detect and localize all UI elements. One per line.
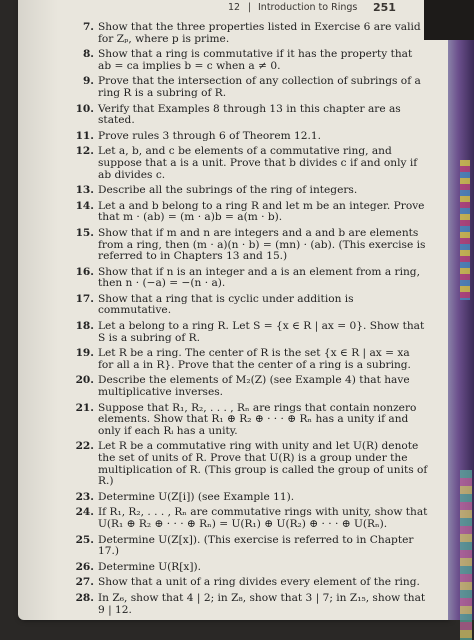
- running-title: Introduction to Rings: [258, 2, 358, 13]
- exercise-number: 22.: [75, 440, 94, 453]
- exercise-item: [75, 145, 428, 181]
- exercise-item: [75, 401, 428, 438]
- exercise-item: [82, 21, 428, 45]
- next-page-edge: [448, 40, 474, 620]
- book-page: [18, 0, 448, 620]
- exercise-text: Show that a unit of a ring divides every element of the ring.: [98, 576, 420, 589]
- exercise-text: Prove that the intersection of any collection of subrings of a ring R is a subring of R.: [98, 75, 421, 99]
- exercise-item: [82, 75, 428, 99]
- exercise-text: Determine U(Z[x]). (This exercise is referred to in Chapter 17.): [98, 533, 414, 558]
- gutter-shadow: [18, 0, 58, 620]
- exercise-item: [75, 576, 428, 589]
- exercise-item: [75, 226, 428, 263]
- exercise-item: [75, 265, 428, 290]
- exercise-number: 17.: [75, 292, 94, 305]
- exercise-number: 26.: [75, 560, 94, 573]
- exercise-text: Determine U(Z[i]) (see Example 11).: [98, 490, 295, 503]
- exercise-text: Determine U(R[x]).: [98, 560, 202, 573]
- exercise-text: Let a, b, and c be elements of a commutative ring, and suppose that a is a unit. Prove that b divides c if and only if ab divides c.: [98, 145, 418, 181]
- exercise-text: Let a belong to a ring R. Let S = {x ∈ R | ax = 0}. Show that S is a subring of R.: [98, 320, 425, 344]
- exercise-text: Let R be a commutative ring with unity and let U(R) denote the set of units of R. Prove that U(R) is a group under the multiplication of R. (This group is called the group of units of R.): [98, 440, 428, 488]
- exercise-item: [75, 533, 428, 558]
- exercise-text: Verify that Examples 8 through 13 in this chapter are as stated.: [98, 102, 401, 127]
- colored-edge-strip: [460, 160, 470, 300]
- exercise-item: [75, 292, 428, 317]
- exercise-item: [75, 506, 428, 530]
- exercise-item: [75, 560, 428, 574]
- exercise-number: 20.: [75, 374, 94, 387]
- exercise-item: [75, 184, 428, 197]
- exercise-text: Let a and b belong to a ring R and let m be an integer. Prove that m · (ab) = (m · a)b = a(m · b).: [98, 199, 425, 224]
- exercise-number: 7.: [82, 21, 94, 33]
- exercise-list: [75, 21, 428, 620]
- exercise-item: [75, 102, 428, 127]
- exercise-number: 21.: [75, 401, 94, 414]
- colored-edge-strip: [460, 470, 472, 640]
- exercise-number: 23.: [75, 490, 94, 503]
- exercise-item: [75, 490, 428, 504]
- exercise-number: 24.: [75, 506, 94, 519]
- running-header: [228, 2, 448, 16]
- exercise-number: 18.: [75, 320, 94, 333]
- exercise-number: 25.: [75, 533, 94, 546]
- exercise-text: Prove rules 3 through 6 of Theorem 12.1.: [98, 129, 321, 142]
- exercise-text: If R₁, R₂, . . . , Rₙ are commutative rings with unity, show that U(R₁ ⊕ R₂ ⊕ · · · ⊕ Rₙ) = U(R₁) ⊕ U(R₂) ⊕ · · · ⊕ U(Rₙ).: [98, 506, 428, 530]
- exercise-text: Let R be a ring. The center of R is the set {x ∈ R | ax = xa for all a in R}. Prove that the center of a ring is a subring.: [98, 347, 411, 371]
- exercise-item: [75, 374, 428, 399]
- exercise-item: [75, 591, 428, 616]
- exercise-number: 27.: [75, 576, 94, 589]
- exercise-text: Show that the three properties listed in Exercise 6 are valid for Zₚ, where p is prime.: [98, 21, 421, 45]
- exercise-text: Describe the elements of M₂(Z) (see Example 4) that have multiplicative inverses.: [98, 374, 410, 399]
- exercise-number: 14.: [75, 199, 94, 212]
- exercise-number: 13.: [75, 184, 94, 197]
- exercise-text: Show that if n is an integer and a is an element from a ring, then n · (−a) = −(n · a).: [98, 265, 420, 290]
- exercise-number: 12.: [75, 145, 94, 158]
- exercise-item: [75, 347, 428, 371]
- exercise-text: Describe all the subrings of the ring of integers.: [98, 184, 358, 197]
- exercise-item: [75, 440, 428, 488]
- exercise-item: [75, 129, 428, 143]
- page-number: 251: [373, 1, 396, 14]
- header-separator: |: [248, 2, 252, 13]
- chapter-number: 12: [228, 2, 241, 13]
- exercise-number: 15.: [75, 226, 94, 239]
- exercise-number: 16.: [75, 265, 94, 278]
- exercise-text: Show that a ring is commutative if it has the property that ab = ca implies b = c when a ≠ 0.: [98, 48, 413, 72]
- exercise-text: Show that if m and n are integers and a and b are elements from a ring, then (m · a)(n · b) = (mn) · (ab). (This exercise is referred to in Chapters 13 and 15.): [98, 226, 426, 263]
- exercise-number: 10.: [75, 102, 94, 115]
- exercise-item: [75, 199, 428, 224]
- exercise-text: Suppose that R₁, R₂, . . . , Rₙ are rings that contain nonzero elements. Show that R₁ ⊕ R₂ ⊕ · · · ⊕ Rₙ has a unity if and only if each Rᵢ has a unity.: [98, 401, 417, 437]
- exercise-text: Show that a ring that is cyclic under addition is commutative.: [98, 292, 354, 317]
- exercise-number: 11.: [75, 129, 94, 142]
- exercise-number: 8.: [82, 48, 94, 61]
- exercise-item: [82, 48, 428, 72]
- background-corner: [424, 0, 474, 40]
- exercise-number: 9.: [82, 75, 94, 88]
- exercise-item: [75, 320, 428, 344]
- exercise-number: 28.: [75, 591, 94, 604]
- exercise-number: 19.: [75, 347, 94, 360]
- exercise-text: In Z₆, show that 4 | 2; in Z₈, show that 3 | 7; in Z₁₅, show that 9 | 12.: [98, 591, 426, 616]
